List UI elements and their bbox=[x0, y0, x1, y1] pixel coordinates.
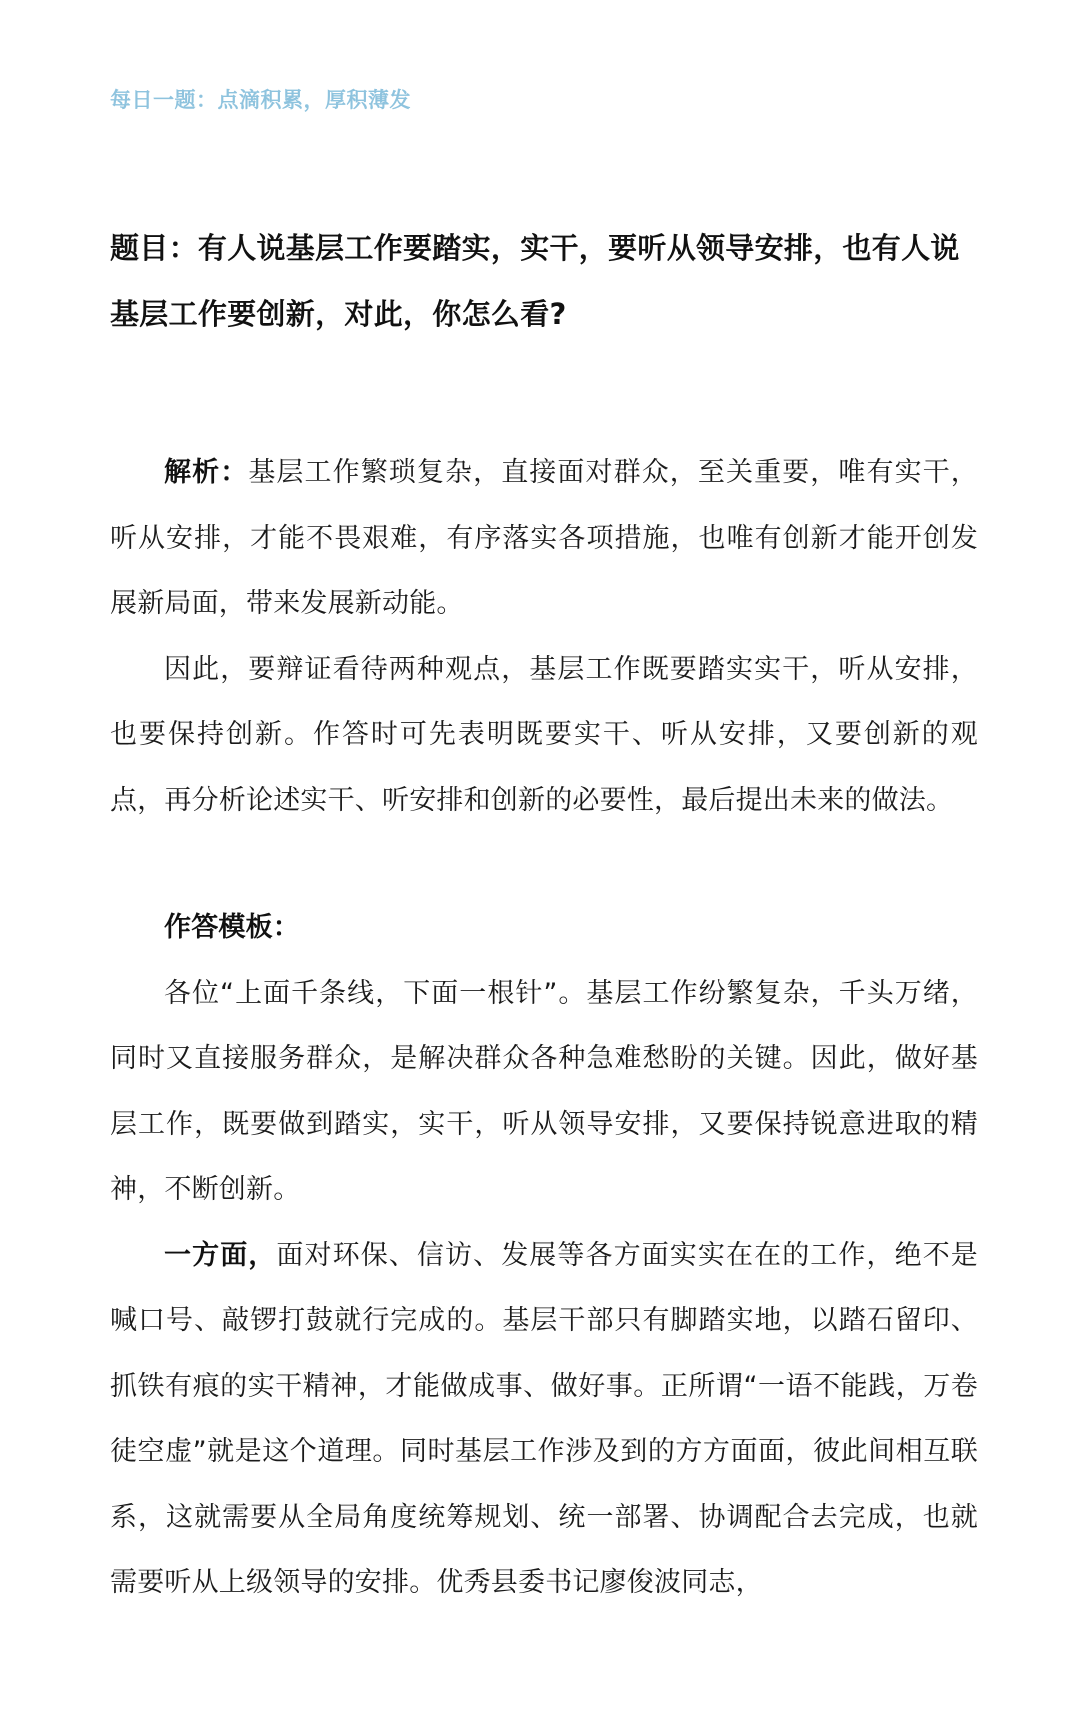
question-title: 题目：有人说基层工作要踏实，实干，要听从领导安排，也有人说基层工作要创新，对此，你怎么看? bbox=[110, 231, 960, 331]
template-paragraph-1: 各位“上面千条线，下面一根针”。基层工作纷繁复杂，千头万绪，同时又直接服务群众，是解决群众各种急难愁盼的关键。因此，做好基层工作，既要做到踏实，实干，听从领导安排，又要保持锐意进取的精神，不断创新。 bbox=[110, 977, 978, 1205]
analysis-text-1: 基层工作繁琐复杂，直接面对群众，至关重要，唯有实干，听从安排，才能不畏艰难，有序落实各项措施，也唯有创新才能开创发展新局面，带来发展新动能。 bbox=[110, 457, 979, 619]
analysis-label: 解析： bbox=[164, 457, 249, 488]
analysis-paragraph-2: 因此，要辩证看待两种观点，基层工作既要踏实实干，听从安排，也要保持创新。作答时可先表明既要实干、听从安排，又要创新的观点，再分析论述实干、听安排和创新的必要性，最后提出未来的做法。 bbox=[110, 653, 978, 816]
analysis-section bbox=[110, 440, 978, 833]
daily-question-tagline: 每日一题：点滴积累，厚积薄发 bbox=[110, 88, 411, 112]
answer-template-section bbox=[110, 895, 978, 1616]
template-text-2: 面对环保、信访、发展等各方面实实在在的工作，绝不是喊口号、敲锣打鼓就行完成的。基层干部只有脚踏实地，以踏石留印、抓铁有痕的实干精神，才能做成事、做好事。正所谓“一语不能践，万卷徒空虚”就是这个道理。同时基层工作涉及到的方方面面，彼此间相互联系，这就需要从全局角度统筹规划、统一部署、协调配合去完成，也就需要听从上级领导的安排。优秀县委书记廖俊波同志， bbox=[110, 1239, 978, 1598]
template-paragraph-2-lead: 一方面， bbox=[164, 1239, 277, 1271]
template-paragraph-2 bbox=[110, 1223, 978, 1616]
analysis-paragraph-1 bbox=[110, 440, 978, 637]
template-heading: 作答模板： bbox=[164, 912, 300, 943]
